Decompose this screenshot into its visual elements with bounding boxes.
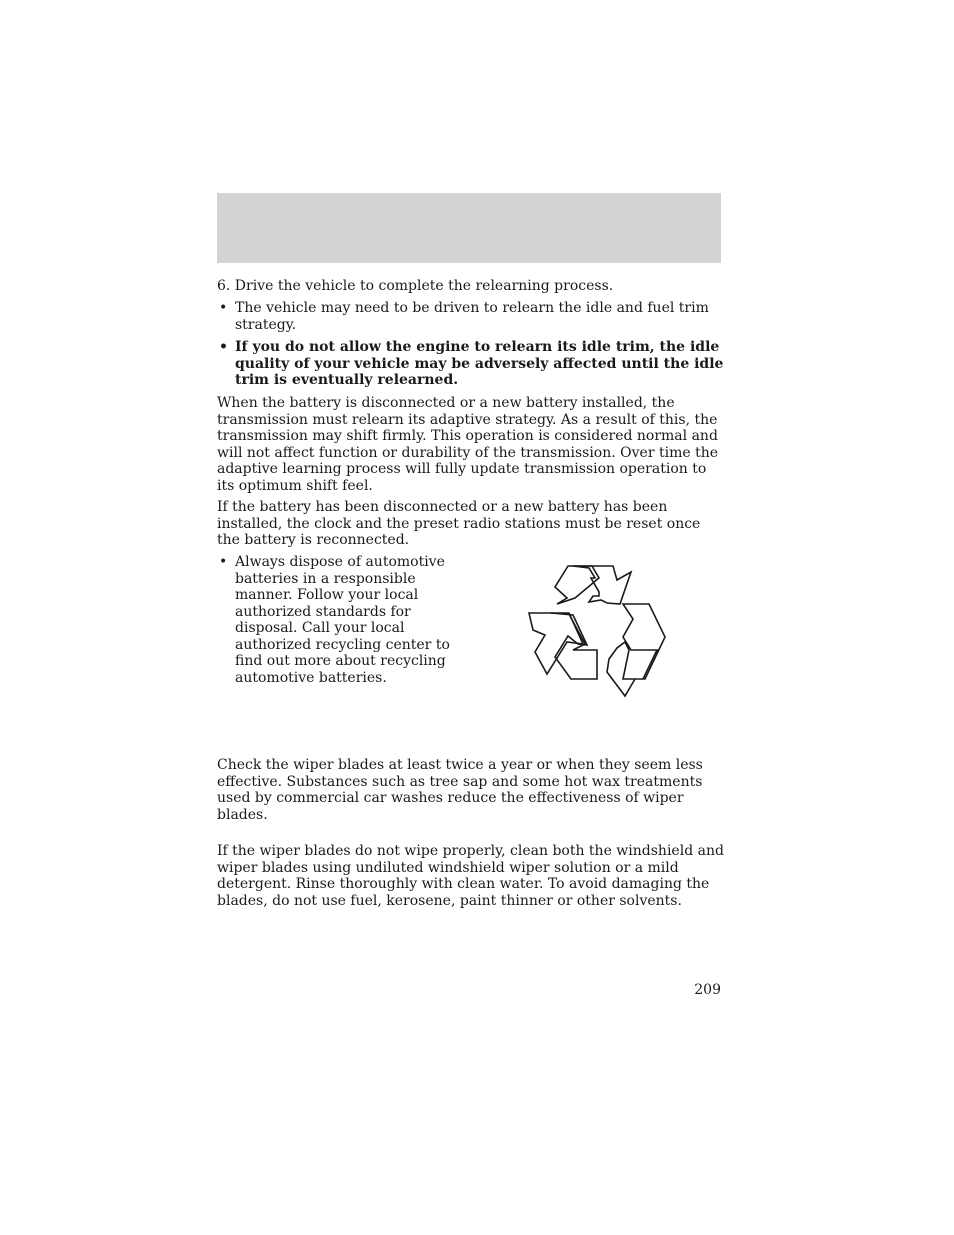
clock-reset-paragraph: If the battery has been disconnected or a new battery has been installed, the clock and the preset radio stations must be reset once the battery is reconnected. (217, 499, 701, 548)
recycle-icon (525, 562, 670, 700)
page-number: 209 (694, 982, 721, 998)
bullet-text: The vehicle may need to be driven to relearn the idle and fuel trim strategy. (235, 300, 709, 333)
transmission-paragraph: When the battery is disconnected or a new battery installed, the transmission must relearn its adaptive strategy. As a result of this, the transmission may shift firmly. This operation is considered normal and will not affect function or durability of the transmission. Over time the adaptive learning process will fully update transmission operation to its optimum shift feel. (217, 395, 719, 494)
bullet-dot: • (219, 339, 228, 355)
section-header-bar (217, 193, 721, 263)
bullet-item-idle-warning (217, 339, 727, 389)
step-6-text: 6. Drive the vehicle to complete the relearning process. (217, 278, 614, 294)
bullet-dot: • (219, 554, 228, 570)
bullet-item-idle-relearn (217, 300, 727, 333)
bullet-item-dispose (217, 554, 477, 686)
wiper-check-paragraph: Check the wiper blades at least twice a year or when they seem less effective. Substances such as tree sap and some hot wax treatments used by commercial car washes reduce the effectiveness of wiper blades. (217, 757, 703, 823)
bullet-dot: • (219, 300, 228, 316)
bullet-dispose-text: Always dispose of automotive batteries in a responsible manner. Follow your local authorized standards for disposal. Call your local authorized recycling center to find out more about recycling automotive batteries. (235, 554, 450, 686)
wiper-clean-paragraph: If the wiper blades do not wipe properly, clean both the windshield and wiper blades using undiluted windshield wiper solution or a mild detergent. Rinse thoroughly with clean water. To avoid damaging the blades, do not use fuel, kerosene, paint thinner or other solvents. (217, 843, 724, 909)
bullet-warning-text: If you do not allow the engine to relearn its idle trim, the idle quality of your vehicle may be adversely affected until the idle trim is eventually relearned. (235, 339, 724, 388)
